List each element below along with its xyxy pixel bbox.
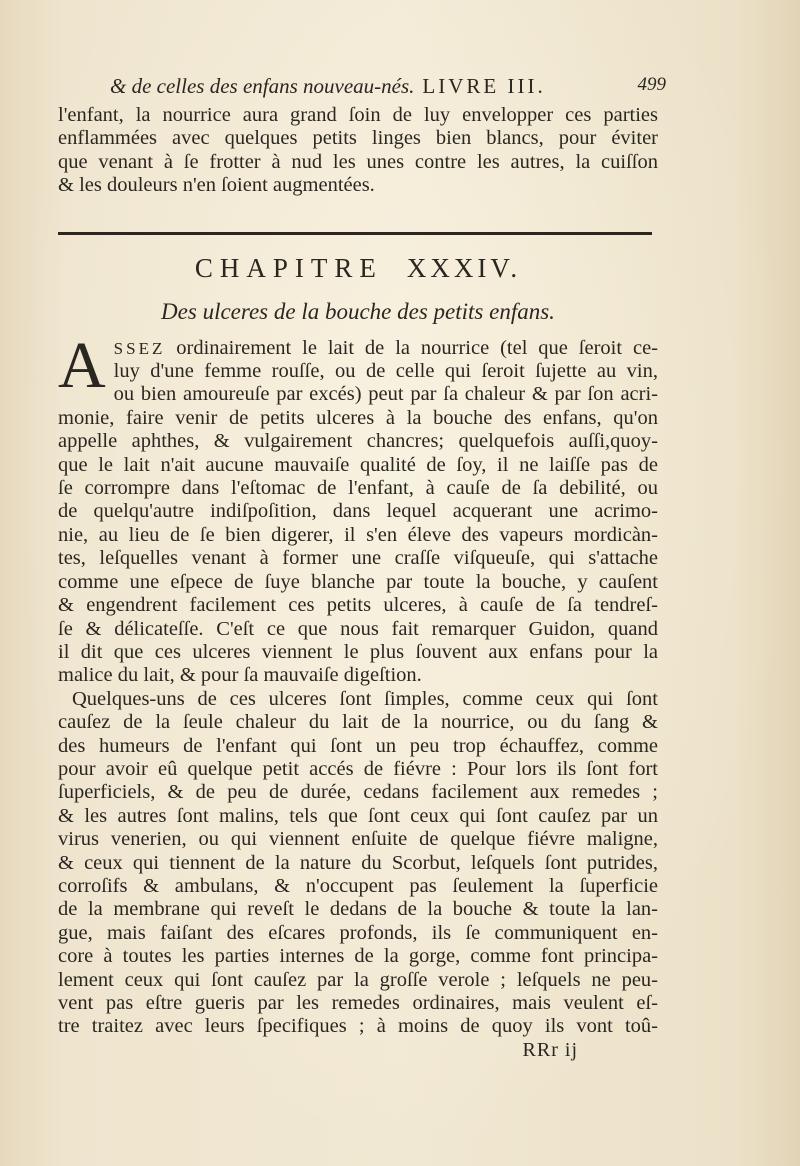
text-line-content: ordinairement le lait de la nourrice (tel que ſeroit ce- [176,336,658,359]
text-line: ſe & délicateſſe. C'eſt ce que nous fait remarquer Guidon, quand [58,617,658,640]
continuation-paragraph [58,104,658,198]
text-block [58,70,666,1063]
chapter-divider-rule [58,232,652,235]
text-line: appelle aphthes, & vulgairement chancres; quelquefois auſſi,quoy- [58,430,658,453]
chapter-number: XXXIV. [406,252,522,283]
text-line: que le lait n'ait aucune mauvaiſe qualité de ſoy, il ne laiſſe pas de [58,453,658,476]
text-line: des humeurs de l'enfant qui ſont un peu trop échauffez, comme [58,734,658,757]
text-line: tes, leſquelles venant à former une craſſe viſqueuſe, qui s'attache [58,547,658,570]
small-caps-word: SSEZ [113,338,166,358]
text-line: virus venerien, ou qui viennent enſuite de quelque fiévre maligne, [58,828,658,851]
page-number: 499 [637,74,666,95]
text-line: comme une eſpece de ſuye blanche par toute la bouche, y cauſent [58,570,658,593]
text-line: l'enfant, la nourrice aura grand ſoin de luy envelopper ces parties [58,104,658,126]
text-line: gue, mais faiſant des eſcares profonds, ils ſe communiquent en- [58,921,658,944]
text-line: de la membrane qui reveſt le dedans de la bouche & toute la lan- [58,898,658,921]
running-head-title: & de celles des enfans nouveau-nés. [110,74,415,98]
text-line: & engendrent facilement ces petits ulceres, à cauſe de ſa tendreſ- [58,594,658,617]
running-head [110,74,546,99]
text-line: lement ceux qui ſont cauſez par la groſſe verole ; leſquels ne peu- [58,968,658,991]
chapter-subtitle: Des ulceres de la bouche des petits enfans. [161,298,555,324]
text-line: luy d'une femme rouſſe, ou de celle qui ſeroit ſujette au vin, [113,360,658,383]
text-line: cauſez de la ſeule chaleur du lait de la nourrice, ou du ſang & [58,711,658,734]
text-line: de quelqu'autre indiſpoſition, dans lequel acquerant une acrimo- [58,500,658,523]
chapter-heading [58,253,658,287]
text-line: malice du lait, & pour ſa mauvaiſe digeſtion. [58,664,422,687]
page-header [58,70,666,104]
drop-cap: A [58,328,106,402]
chapter-label: CHAPITRE [194,252,383,283]
text-line: & ceux qui tiennent de la nature du Scorbut, leſquels ſont putrides, [58,851,658,874]
text-line: pour avoir eû quelque petit accés de fiévre : Pour lors ils ſont fort [58,757,658,780]
text-line: ſuperficiels, & de peu de durée, cedans facilement aux remedes ; [58,781,658,804]
paragraph-1 [58,328,658,688]
text-line [58,337,658,360]
text-line: il dit que ces ulceres viennent le plus ſouvent aux enfans pour la [58,640,658,663]
text-line: vent pas eſtre gueris par les remedes ordinaires, mais veulent eſ- [58,992,658,1014]
text-line: core à toutes les parties internes de la gorge, comme font principa- [58,945,658,968]
signature-mark: RRr ij [522,1038,578,1061]
text-line: enflammées avec quelques petits linges bien blancs, pour éviter [58,127,658,150]
text-line: Quelques-uns de ces ulceres ſont ſimples, comme ceux qui ſont [72,687,658,710]
text-line: tre traitez avec leurs ſpecifiques ; à moins de quoy ils vont toû- [58,1015,658,1038]
text-line: & les douleurs n'en ſoient augmentées. [58,174,375,197]
text-line: nie, au lieu de ſe bien digerer, il s'en éleve des vapeurs mordicàn- [58,523,658,546]
text-line: monie, faire venir de petits ulceres à la bouche des enfans, qu'on [58,406,658,429]
paragraph-2 [58,688,658,1039]
text-line: & les autres ſont malins, tels que ſont ceux qui ſont cauſez par un [58,804,658,827]
text-line: corroſifs & ambulans, & n'occupent pas ſeulement la ſuperficie [58,874,658,897]
text-line: ſe corrompre dans l'eſtomac de l'enfant, à cauſe de ſa debilité, ou [58,477,658,500]
running-head-book: LIVRE III. [422,74,546,98]
text-line: que venant à ſe frotter à nud les unes contre les autres, la cuiſſon [58,150,658,173]
text-line: ou bien amoureuſe par excés) peut par ſa chaleur & par ſon acri- [113,383,658,406]
